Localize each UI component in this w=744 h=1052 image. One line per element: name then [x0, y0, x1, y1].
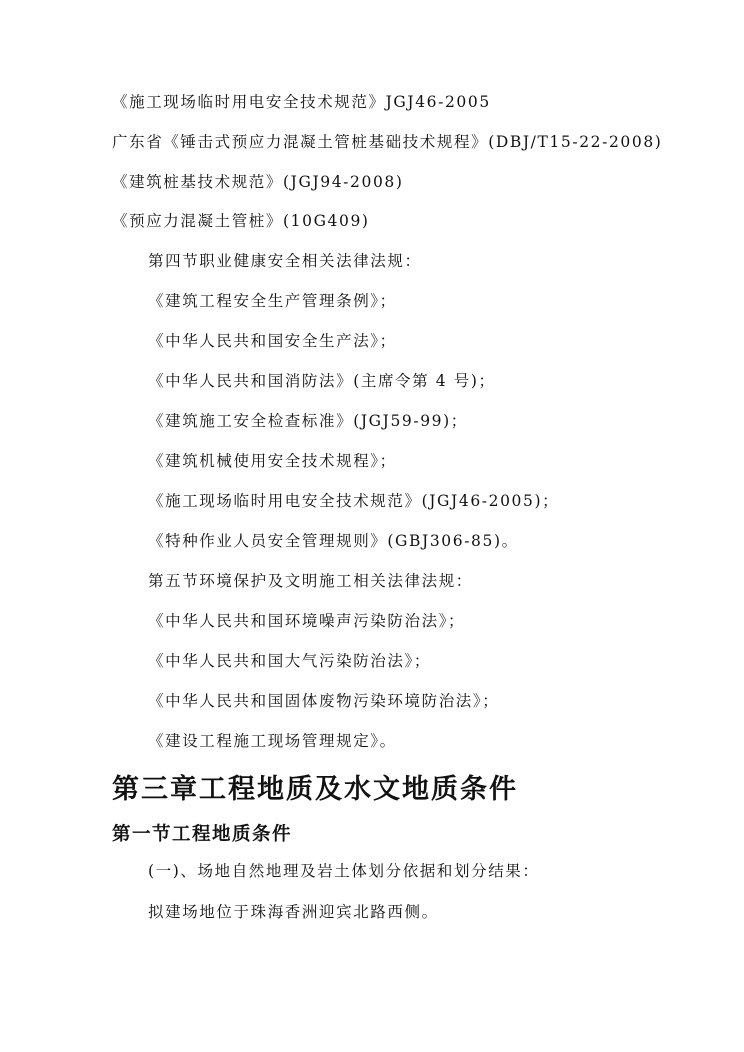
section-heading: 第一节工程地质条件: [112, 824, 293, 845]
reference-line: 《建设工程施工现场管理规定》。: [148, 732, 397, 750]
reference-line: 《中华人民共和国安全生产法》；: [148, 332, 397, 350]
reference-line: 《建筑机械使用安全技术规程》；: [148, 452, 397, 470]
subsection-heading: 第五节环境保护及文明施工相关法律法规：: [148, 572, 473, 590]
reference-line: 《预应力混凝土管桩》(10G409): [112, 212, 370, 230]
reference-line: 《建筑工程安全生产管理条例》；: [148, 292, 397, 310]
reference-line: 《建筑施工安全检查标准》(JGJ59-99)；: [148, 412, 468, 430]
reference-line: 《中华人民共和国大气污染防治法》；: [148, 652, 431, 670]
subsection-heading: 第四节职业健康安全相关法律法规：: [148, 252, 422, 270]
reference-line: 《建筑桩基技术规范》(JGJ94-2008): [112, 173, 404, 191]
reference-line: 《施工现场临时用电安全技术规范》(JGJ46-2005)；: [148, 492, 560, 510]
paragraph: 拟建场地位于珠海香洲迎宾北路西侧。: [148, 903, 439, 921]
reference-line: 《施工现场临时用电安全技术规范》JGJ46-2005: [112, 93, 491, 111]
chapter-heading: 第三章工程地质及水文地质条件: [112, 774, 518, 805]
reference-line: 《特种作业人员安全管理规则》(GBJ306-85)。: [148, 532, 519, 550]
reference-line: 《中华人民共和国环境噪声污染防治法》；: [148, 612, 466, 630]
paragraph: (一)、场地自然地理及岩土体划分依据和划分结果：: [148, 862, 540, 880]
reference-line: 《中华人民共和国消防法》(主席令第 4 号)；: [148, 372, 496, 390]
reference-line: 广东省《锤击式预应力混凝土管桩基础技术规程》(DBJ/T15-22-2008): [112, 133, 663, 151]
reference-line: 《中华人民共和国固体废物污染环境防治法》；: [148, 692, 500, 710]
